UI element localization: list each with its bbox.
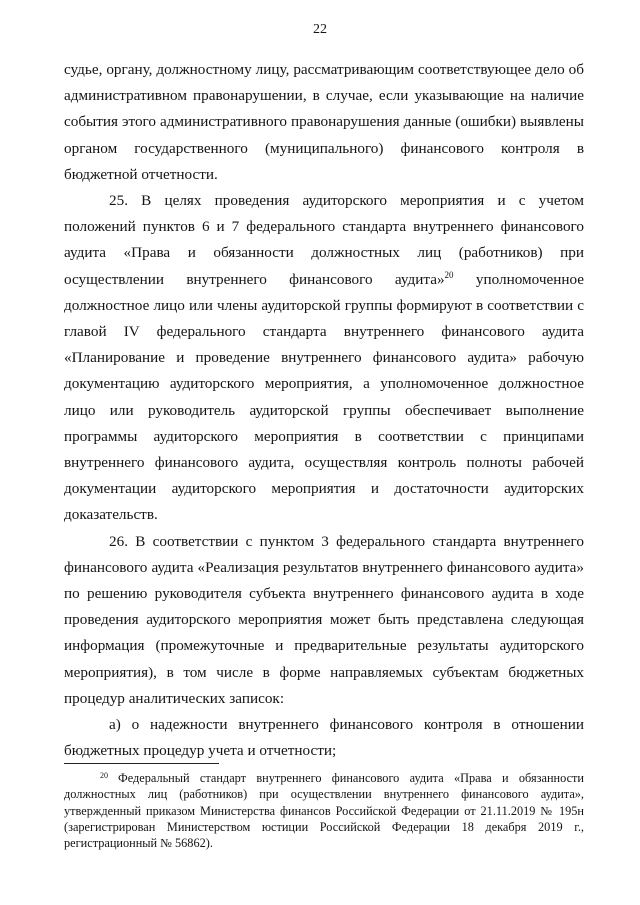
footnote-text: Федеральный стандарт внутреннего финансового аудита «Права и обязанности должностных лиц (работников) при осуществлении внутреннего финансового аудита», утвержденный приказом Министерства финансов Российской Федерации от 21.11.2019 № 195н (зарегистрирован Министерством юстиции Российской Федерации 18 декабря 2019 г., регистрационный № 56862). xyxy=(64,771,584,851)
paragraph-25 xyxy=(64,188,584,529)
paragraph-25-text-a: 25. В целях проведения аудиторского мероприятия и с учетом положений пунктов 6 и 7 федерального стандарта внутреннего финансового аудита «Права и обязанности должностных лиц (работников) при осуществлении внутреннего финансового аудита» xyxy=(64,192,584,288)
paragraph-continuation: судье, органу, должностному лицу, рассматривающим соответствующее дело об административном правонарушении, в случае, если указывающие на наличие события этого административного правонарушения данные (ошибки) выявлены органом государственного (муниципального) финансового контроля в бюджетной отчетности. xyxy=(64,61,584,183)
paragraph-26: 26. В соответствии с пунктом 3 федерального стандарта внутреннего финансового аудита «Реализация результатов внутреннего финансового аудита» по решению руководителя субъекта внутреннего финансового аудита в ходе проведения аудиторского мероприятия может быть представлена следующая информация (промежуточные и предварительные результаты аудиторского мероприятия), в том числе в форме направляемых субъектам бюджетных процедур аналитических записок: xyxy=(64,532,584,707)
page-number: 22 xyxy=(313,22,327,37)
footnote-20 xyxy=(64,770,584,851)
footnote-number: 20 xyxy=(100,771,108,780)
paragraph-25-text-b: уполномоченное должностное лицо или члены аудиторской группы формируют в соответствии с главой IV федерального стандарта внутреннего финансового аудита «Планирование и проведение внутреннего финансового аудита» рабочую документацию аудиторского мероприятия, а уполномоченное должностное лицо или руководитель аудиторской группы обеспечивает выполнение программы аудиторского мероприятия в соответствии с принципами внутреннего финансового аудита, осуществляя контроль полноты рабочей документации аудиторского мероприятия и достаточности аудиторских доказательств. xyxy=(64,270,584,524)
body-text xyxy=(64,57,584,764)
footnote-divider xyxy=(64,763,219,764)
footnote-reference-20: 20 xyxy=(444,269,454,280)
list-item-a: а) о надежности внутреннего финансового контроля в отношении бюджетных процедур учета и отчетности; xyxy=(64,716,584,760)
